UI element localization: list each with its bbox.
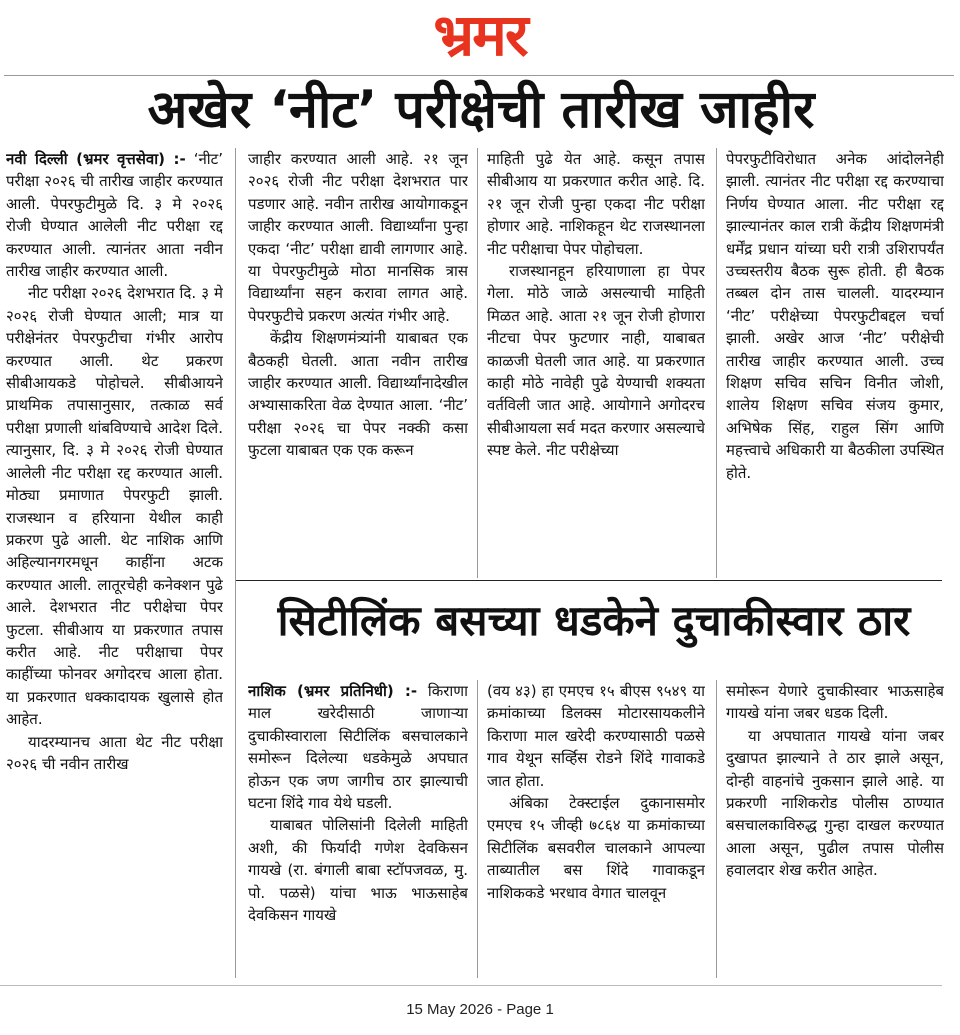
article1-paragraph: केंद्रीय शिक्षणमंत्र्यांनी याबाबत एक बैठकही घेतली. आता नवीन तारीख जाहीर करण्यात आली. विद्यार्थ्यांनादेखील अभ्यासाकरिता वेळ देण्यात आला. ‘नीट’ परीक्षा २०२६ चा पेपर नक्की कसा फुटला याबाबत एक एक करून	[248, 329, 468, 460]
article2-paragraph: समोरून येणारे दुचाकीस्वार भाऊसाहेब गायखे यांना जबर धडक दिली.	[726, 682, 944, 723]
article1-dateline: नवी दिल्ली (भ्रमर वृत्तसेवा) :-	[6, 150, 186, 168]
page-footer: 15 May 2026 - Page 1	[406, 1001, 554, 1018]
article1-text: ‘नीट’ परीक्षा २०२६ ची तारीख जाहीर करण्यात आली. पेपरफुटीमुळे दि. ३ मे २०२६ रोजी घेण्यात आलेली नीट परीक्षा रद्द करण्यात आली. त्यानंतर आता नवीन तारीख जाहीर करण्यात आली.	[6, 150, 223, 281]
article1-column-1	[6, 148, 223, 978]
article1-column-3	[487, 148, 705, 578]
footer-divider	[0, 985, 942, 986]
article1-column-4	[726, 148, 944, 578]
article1-paragraph: माहिती पुढे येत आहे. कसून तपास सीबीआय या प्रकरणात करीत आहे. दि. २१ जून रोजी पुन्हा एकदा नीट परीक्षा होणार आहे. नाशिकहून थेट राजस्थानला नीट परीक्षाचा पेपर पोहोचला.	[487, 150, 705, 258]
article2-dateline: नाशिक (भ्रमर प्रतिनिधी) :-	[248, 682, 418, 700]
article2-paragraph	[248, 680, 468, 814]
headline-neet: अखेर ‘नीट’ परीक्षेची तारीख जाहीर	[147, 80, 815, 140]
column-divider	[477, 148, 478, 578]
headline-citilink: सिटीलिंक बसच्या धडकेने दुचाकीस्वार ठार	[277, 596, 911, 645]
masthead-divider	[4, 75, 954, 76]
newspaper-logo: भ्रमर	[433, 1, 527, 69]
article1-paragraph: यादरम्यानच आता थेट नीट परीक्षा २०२६ ची नवीन तारीख	[6, 732, 223, 773]
article1-paragraph: पेपरफुटीविरोधात अनेक आंदोलनेही झाली. त्यानंतर नीट परीक्षा रद्द करण्याचा निर्णय घेण्यात आला. नीट परीक्षा रद्द झाल्यानंतर काल रात्री केंद्रीय शिक्षणमंत्री धर्मेंद्र प्रधान यांच्या घरी रात्री उशिरापर्यंत उच्चस्तरीय बैठक सुरू होती. ही बैठक तब्बल दोन तास चालली. यादरम्यान ‘नीट’ परीक्षेच्या पेपरफुटीबद्दल चर्चा झाली. अखेर आज ‘नीट’ परीक्षेची तारीख जाहीर करण्यात आली. उच्च शिक्षण सचिव सचिन विनीत जोशी, शालेय शिक्षण सचिव संजय कुमार, अभिषेक सिंह, राहुल सिंग आणि महत्त्वाचे अधिकारी या बैठकीला उपस्थित होते.	[726, 150, 944, 482]
article2-paragraph: याबाबत पोलिसांनी दिलेली माहिती अशी, की फिर्यादी गणेश देवकिसन गायखे (रा. बंगाली बाबा स्टॉपजवळ, मु. पो. पळसे) यांचा भाऊ भाऊसाहेब देवकिसन गायखे	[248, 816, 468, 925]
article2-column-2	[487, 680, 705, 980]
article1-paragraph: जाहीर करण्यात आली आहे. २१ जून २०२६ रोजी नीट परीक्षा देशभरात पार पडणार आहे. नवीन तारीख आयोगाकडून जाहीर करण्यात आली. विद्यार्थ्यांना पुन्हा एकदा ‘नीट’ परीक्षा द्यावी लागणार आहे. या पेपरफुटीमुळे मोठा मानसिक त्रास विद्यार्थ्यांना सहन करावा लागत आहे. पेपरफुटीचे प्रकरण अत्यंत गंभीर आहे.	[248, 150, 468, 325]
article2-text: किराणा माल खरेदीसाठी जाणाऱ्या दुचाकीस्वाराला सिटीलिंक बसचालकाने समोरून दिलेल्या धडकेमुळे अपघात होऊन एक जण जागीच ठार झाल्याची घटना शिंदे गाव येथे घडली.	[248, 682, 468, 813]
column-divider	[716, 148, 717, 578]
column-divider	[235, 148, 236, 978]
article2-column-1	[248, 680, 468, 980]
column-divider	[477, 680, 478, 978]
article2-column-3	[726, 680, 944, 980]
column-divider	[716, 680, 717, 978]
article1-column-2	[248, 148, 468, 578]
article1-paragraph: नीट परीक्षा २०२६ देशभरात दि. ३ मे २०२६ रोजी घेण्यात आली; मात्र या परीक्षेनंतर पेपरफुटीचा गंभीर आरोप करण्यात आली. थेट प्रकरण सीबीआयकडे पोहोचले. सीबीआयने प्राथमिक तपासानुसार, तत्काळ सर्व परीक्षा प्रणाली थांबविण्याचे आदेश दिले. त्यानुसार, दि. ३ मे २०२६ रोजी घेण्यात आलेली नीट परीक्षा रद्द करण्यात आली. मोठ्या प्रमाणात पेपरफुटी झाली. राजस्थान व हरियाना येथील काही प्रकरण पुढे आली. थेट नाशिक आणि अहिल्यानगरमधून काहींना अटक करण्यात आली. लातूरचेही कनेक्शन पुढे आले. देशभरात नीट परीक्षेचा पेपर फुटला. सीबीआय या प्रकरणात तपास करीत आहे. नीट परीक्षाचा पेपर काहींच्या फोनवर अगोदरच आला होता. या प्रकरणात धक्कादायक खुलासे होत आहेत.	[6, 284, 223, 729]
masthead	[0, 0, 960, 72]
article2-paragraph: या अपघातात गायखे यांना जबर दुखापत झाल्याने ते ठार झाले असून, दोन्ही वाहनांचे नुकसान झाले आहे. या प्रकरणी नाशिकरोड पोलीस ठाण्यात बसचालकाविरुद्ध गुन्हा दाखल करण्यात आला असून, पुढील तपास पोलीस हवालदार शेख करीत आहेत.	[726, 726, 944, 880]
article1-paragraph: राजस्थानहून हरियाणाला हा पेपर गेला. मोठे जाळे असल्याची माहिती मिळत आहे. आता २१ जून रोजी होणारा नीटचा पेपर फुटणार नाही, याबाबत काळजी घेतली जात आहे. या प्रकरणात काही मोठे नावेही पुढे येण्याची शक्यता वर्तविली जात आहे. आयोगाने अगोदरच सीबीआयला सर्व मदत करणार असल्याचे स्पष्ट केले. नीट परीक्षेच्या	[487, 262, 705, 460]
article2-paragraph: (वय ४३) हा एमएच १५ बीएस ९५४९ या क्रमांकाच्या डिलक्स मोटारसायकलीने किराणा माल खरेदी करण्यासाठी पळसे गाव येथून सर्व्हिस रोडने शिंदे गावाकडे जात होता.	[487, 682, 705, 790]
article2-paragraph: अंबिका टेक्स्टाईल दुकानासमोर एमएच १५ जीव्ही ७८६४ या क्रमांकाच्या सिटीलिंक बसवरील चालकाने आपल्या ताब्यातील बस शिंदे गावाकडून नाशिककडे भरधाव वेगात चालवून	[487, 794, 705, 902]
article1-paragraph	[6, 148, 223, 282]
article-divider	[236, 580, 942, 581]
